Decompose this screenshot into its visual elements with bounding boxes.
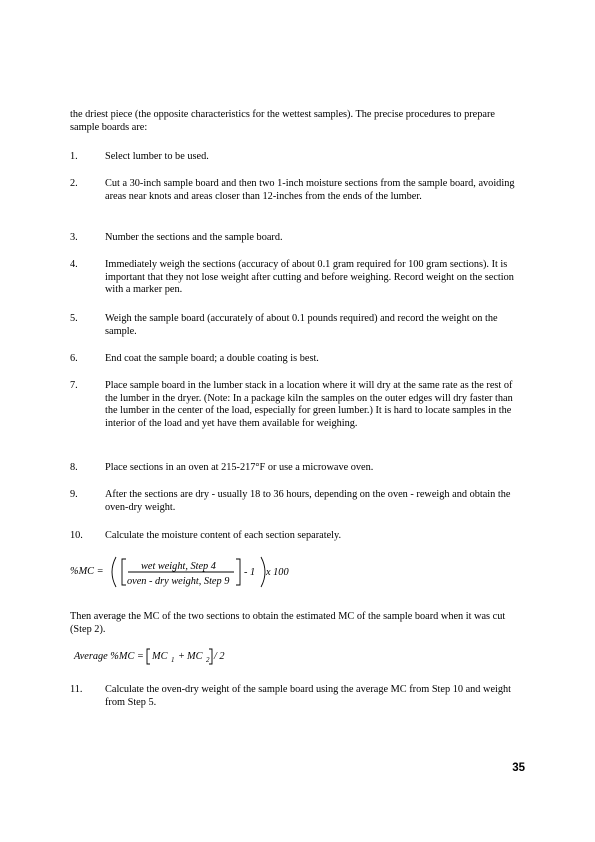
step-text: Cut a 30-inch sample board and then two 1-inch moisture sections from the sample board, avoiding areas near knots and areas closer than 12-inches from the ends of the lumber.: [105, 178, 515, 202]
step-number: 2.: [70, 178, 78, 189]
formula-divide: / 2: [214, 651, 225, 662]
step-text: Weigh the sample board (accurately of about 0.1 pounds required) and record the weight on the sample.: [105, 313, 498, 337]
formula-lhs: Average %MC =: [74, 651, 144, 662]
step-text: Number the sections and the sample board.: [105, 232, 283, 243]
step-number: 6.: [70, 353, 78, 364]
step-number: 9.: [70, 489, 78, 500]
formula-minus-one: - 1: [244, 567, 256, 578]
formula-mc-2: MC: [187, 651, 203, 662]
step-text: Place sample board in the lumber stack in a location where it will dry at the same rate as the rest of the lumber in the dryer. (Note: In a package kiln the samples on the outer edges will dry faster than the lumber in the center of the load, especially for green lumber.) It is hard to locate samples in the interior of the load and yet have them available for weighing.: [105, 380, 513, 430]
intro-paragraph: the driest piece (the opposite characteristics for the wettest samples). The precise procedures to prepare sample boards are:: [70, 109, 495, 133]
step-text: Select lumber to be used.: [105, 151, 209, 162]
step-number: 3.: [70, 232, 78, 243]
step-number: 7.: [70, 380, 78, 391]
step-number: 8.: [70, 462, 78, 473]
formula-subscript-1: 1: [171, 656, 175, 664]
average-paragraph: Then average the MC of the two sections to obtain the estimated MC of the sample board when it was cut (Step 2).: [70, 611, 506, 635]
step-text: End coat the sample board; a double coating is best.: [105, 353, 319, 364]
formula-subscript-2: 2: [206, 656, 210, 664]
step-number: 10.: [70, 530, 83, 541]
step-text: Place sections in an oven at 215-217°F or use a microwave oven.: [105, 462, 374, 473]
step-text: Immediately weigh the sections (accuracy of about 0.1 gram required for 100 gram sections). It is important that they not lose weight after cutting and before weighing. Record weight on the section with a marker pen.: [105, 259, 514, 296]
step-number: 1.: [70, 151, 78, 162]
formula-numerator: wet weight, Step 4: [141, 561, 216, 572]
formula-plus: +: [178, 651, 185, 662]
formula-lhs: %MC =: [70, 566, 104, 577]
step-text: Calculate the oven-dry weight of the sample board using the average MC from Step 10 and weight from Step 5.: [105, 684, 512, 708]
step-number: 11.: [70, 684, 83, 695]
step-text: After the sections are dry - usually 18 to 36 hours, depending on the oven - reweigh and obtain the oven-dry weight.: [105, 489, 511, 513]
step-number: 5.: [70, 313, 78, 324]
formula-mc-1: MC: [152, 651, 168, 662]
page-number: 35: [512, 762, 525, 774]
formula-times-100: x 100: [266, 567, 289, 578]
step-text: Calculate the moisture content of each section separately.: [105, 530, 342, 541]
formula-denominator: oven - dry weight, Step 9: [127, 576, 230, 587]
step-number: 4.: [70, 259, 78, 270]
